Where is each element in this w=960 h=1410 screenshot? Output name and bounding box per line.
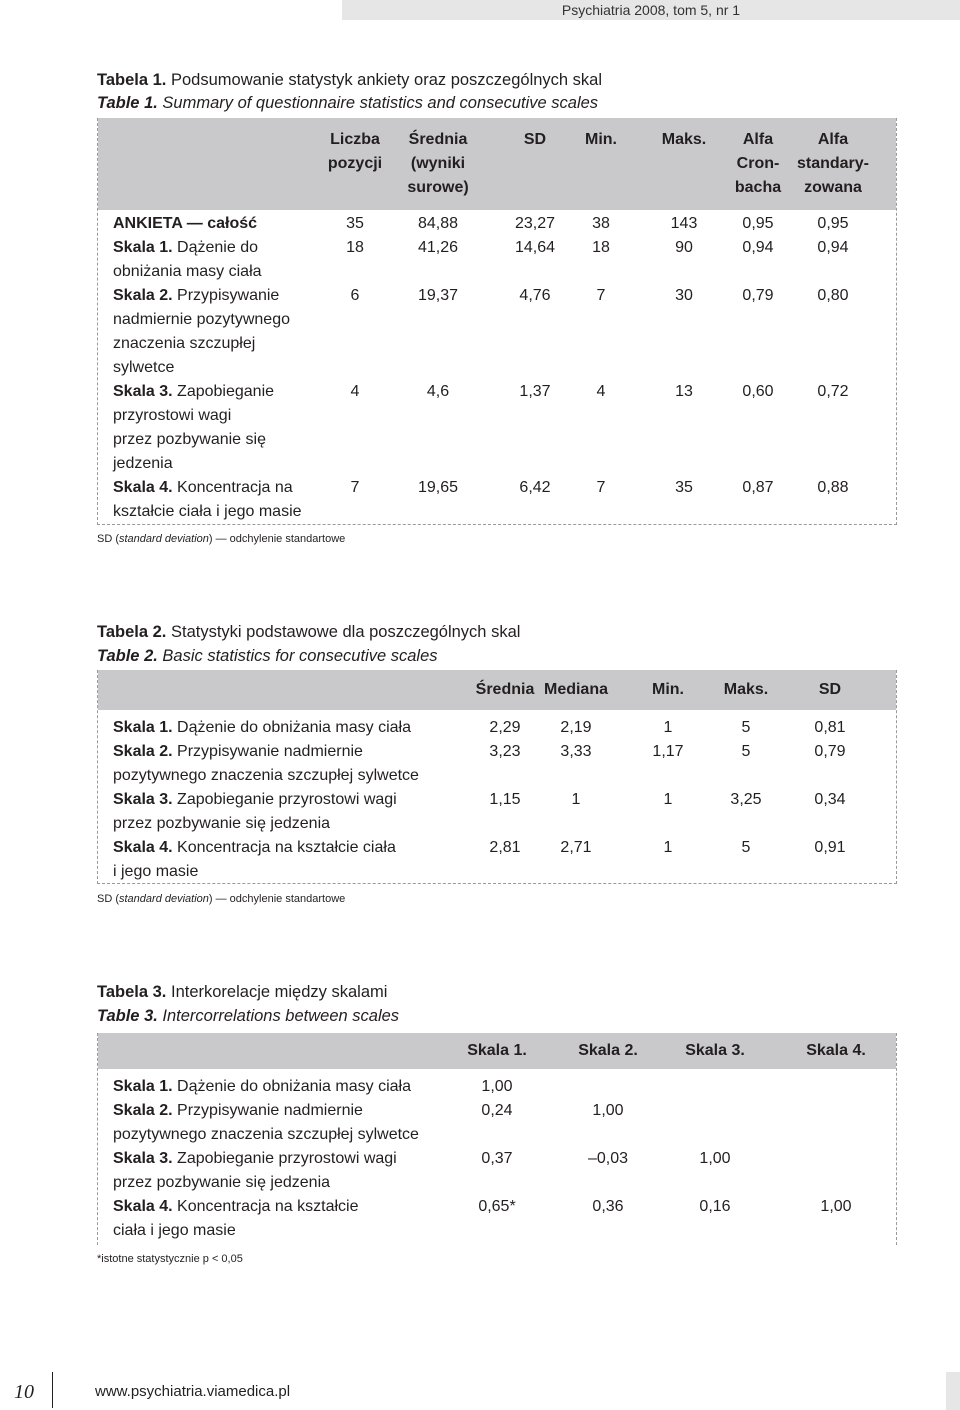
table-cell: 38	[592, 215, 610, 232]
table-cell: 143	[670, 215, 698, 232]
row-label-text: Przypisywanie nadmiernie	[172, 1102, 363, 1119]
table1-caption-pl	[97, 69, 602, 92]
table-cell: 0,37	[481, 1150, 513, 1167]
row-label-text: Dążenie do	[172, 239, 258, 256]
row-label-bold: Skala 2.	[113, 743, 173, 760]
table2-header	[98, 670, 896, 710]
table1-header-6-line-0: Alfa	[817, 131, 849, 148]
row-label-bold: Skala 3.	[113, 791, 173, 808]
table-cell: 0,72	[817, 383, 849, 400]
table3-caption-pl-label: Tabela 3.	[97, 983, 167, 1001]
table-cell: 5	[741, 719, 751, 736]
row-label-continuation: przez pozbywanie się jedzenia	[113, 815, 331, 832]
table-cell: 18	[346, 239, 364, 256]
table-cell: 19,37	[417, 287, 459, 304]
row-label-continuation: kształcie ciała i jego masie	[113, 503, 302, 520]
table1-header-5-line-2: bacha	[734, 179, 782, 196]
table-cell: 0,24	[481, 1102, 513, 1119]
table1-header-0	[310, 128, 400, 176]
table1-note	[97, 533, 345, 545]
table-cell: 1	[571, 791, 581, 808]
table-cell: 90	[675, 239, 693, 256]
row-label-bold: Skala 4.	[113, 479, 173, 496]
table-cell: 0,80	[817, 287, 849, 304]
row-label-bold: ANKIETA — całość	[113, 215, 258, 232]
row-label-bold: Skala 3.	[113, 383, 173, 400]
table1-header-1-line-2: surowe)	[407, 179, 469, 196]
table3-header-0: Skala 1.	[467, 1042, 527, 1059]
table2-note-post: ) — odchylenie standartowe	[208, 893, 346, 905]
row-label-bold: Skala 4.	[113, 1198, 173, 1215]
row-label-continuation: znaczenia szczupłej	[113, 335, 256, 352]
table1-header-5-line-1: Cron-	[736, 155, 780, 172]
table2	[97, 670, 897, 884]
table-cell: 7	[596, 479, 606, 496]
table1-header-6-line-2: zowana	[804, 179, 862, 196]
table-cell: 2,81	[489, 839, 521, 856]
row-label-continuation: jedzenia	[113, 455, 173, 472]
table3-note: *istotne statystycznie p < 0,05	[97, 1253, 243, 1265]
row-label	[113, 380, 274, 404]
table1-note-italic: standard deviation	[119, 533, 209, 545]
table-cell: 0,88	[817, 479, 849, 496]
running-head: Psychiatria 2008, tom 5, nr 1	[342, 0, 960, 20]
row-label-text: Dążenie do obniżania masy ciała	[172, 1078, 411, 1095]
row-label-continuation: i jego masie	[113, 863, 199, 880]
table1	[97, 118, 897, 525]
table-cell: 1,37	[519, 383, 551, 400]
table3	[97, 1033, 897, 1245]
table1-note-pre: SD (	[97, 533, 119, 545]
table2-note-italic: standard deviation	[119, 893, 209, 905]
page-number: 10	[14, 1381, 34, 1403]
row-label-text: Koncentracja na kształcie ciała	[172, 839, 396, 856]
footer-divider	[52, 1372, 53, 1408]
table1-header-4-line-0: Maks.	[661, 131, 707, 148]
table-cell: 1	[663, 791, 673, 808]
table2-caption-en-text: Basic statistics for consecutive scales	[157, 647, 438, 665]
table-cell: 0,94	[817, 239, 849, 256]
row-label	[113, 1195, 358, 1219]
table-cell: 35	[346, 215, 364, 232]
table-cell: 0,79	[814, 743, 846, 760]
table2-caption-en	[97, 645, 438, 668]
table-cell: 35	[675, 479, 693, 496]
row-label-continuation: sylwetce	[113, 359, 175, 376]
row-label-bold: Skala 2.	[113, 1102, 173, 1119]
row-label-text: Zapobieganie przyrostowi wagi	[172, 791, 397, 808]
row-label-bold: Skala 1.	[113, 239, 173, 256]
row-label	[113, 476, 293, 500]
table3-body	[98, 1069, 896, 1245]
table1-header-5-line-0: Alfa	[742, 131, 774, 148]
page-corner-tab	[946, 1372, 960, 1410]
table-cell: 1	[663, 839, 673, 856]
table1-header	[98, 118, 896, 210]
table1-caption-en-text: Summary of questionnaire statistics and consecutive scales	[157, 94, 599, 112]
table-cell: 14,64	[514, 239, 556, 256]
row-label	[113, 788, 397, 812]
table-cell: 13	[675, 383, 693, 400]
table2-caption-pl-text: Statystyki podstawowe dla poszczególnych skal	[166, 623, 521, 641]
table-cell: –0,03	[587, 1150, 629, 1167]
table-cell: 18	[592, 239, 610, 256]
table-cell: 0,91	[814, 839, 846, 856]
table1-caption-pl-text: Podsumowanie statystyk ankiety oraz poszczególnych skal	[166, 71, 603, 89]
table1-caption-en	[97, 92, 598, 115]
table-cell: 3,23	[489, 743, 521, 760]
table-cell: 3,25	[730, 791, 762, 808]
row-label-continuation: obniżania masy ciała	[113, 263, 262, 280]
table3-header-2: Skala 3.	[685, 1042, 745, 1059]
table1-header-0-line-0: Liczba	[330, 131, 380, 148]
row-label-bold: Skala 1.	[113, 1078, 173, 1095]
table-cell: 4,6	[426, 383, 450, 400]
row-label-continuation: przez pozbywanie się	[113, 431, 266, 448]
table-cell: 1,00	[592, 1102, 624, 1119]
table2-caption-pl-label: Tabela 2.	[97, 623, 167, 641]
table2-note	[97, 893, 345, 905]
table2-body	[98, 710, 896, 883]
table-cell: 0,34	[814, 791, 846, 808]
table-cell: 3,33	[560, 743, 592, 760]
table-cell: 23,27	[514, 215, 556, 232]
table1-body	[98, 210, 896, 524]
footer-url: www.psychiatria.viamedica.pl	[95, 1383, 291, 1400]
table-cell: 2,71	[560, 839, 592, 856]
table1-header-1	[393, 128, 483, 200]
table2-caption-pl	[97, 621, 520, 644]
row-label-text: Zapobieganie przyrostowi wagi	[172, 1150, 397, 1167]
table3-caption-en-label: Table 3.	[97, 1007, 158, 1025]
row-label	[113, 1147, 397, 1171]
row-label	[113, 212, 257, 236]
table-cell: 1,00	[699, 1150, 731, 1167]
table-cell: 19,65	[417, 479, 459, 496]
table1-caption-pl-label: Tabela 1.	[97, 71, 167, 89]
row-label-continuation: pozytywnego znaczenia szczupłej sylwetce	[113, 1126, 419, 1143]
row-label	[113, 740, 363, 764]
table-cell: 30	[675, 287, 693, 304]
table2-header-2: Min.	[652, 681, 684, 698]
table-cell: 0,87	[742, 479, 774, 496]
row-label-continuation: nadmiernie pozytywnego	[113, 311, 290, 328]
table3-caption-pl	[97, 981, 387, 1004]
table-cell: 6,42	[519, 479, 551, 496]
table3-caption-en-text: Intercorrelations between scales	[157, 1007, 400, 1025]
table3-header-1: Skala 2.	[578, 1042, 638, 1059]
table-cell: 84,88	[417, 215, 459, 232]
table-cell: 0,65*	[478, 1198, 516, 1215]
table2-header-4: SD	[818, 681, 842, 698]
table-cell: 1	[663, 719, 673, 736]
row-label	[113, 284, 279, 308]
row-label-continuation: pozytywnego znaczenia szczupłej sylwetce	[113, 767, 419, 784]
row-label-continuation: przez pozbywanie się jedzenia	[113, 1174, 331, 1191]
table-cell: 4	[596, 383, 606, 400]
table3-header-3: Skala 4.	[806, 1042, 866, 1059]
row-label-continuation: ciała i jego masie	[113, 1222, 236, 1239]
row-label	[113, 836, 396, 860]
table1-header-6	[788, 128, 878, 200]
table1-header-0-line-1: pozycji	[327, 155, 383, 172]
row-label-bold: Skala 3.	[113, 1150, 173, 1167]
row-label-text: Przypisywanie	[172, 287, 280, 304]
table-cell: 1,15	[489, 791, 521, 808]
table-cell: 0,95	[742, 215, 774, 232]
row-label-text: Koncentracja na kształcie	[172, 1198, 359, 1215]
row-label	[113, 1075, 411, 1099]
row-label	[113, 1099, 363, 1123]
table-cell: 41,26	[417, 239, 459, 256]
row-label-continuation: przyrostowi wagi	[113, 407, 232, 424]
table-cell: 0,95	[817, 215, 849, 232]
row-label	[113, 236, 258, 260]
table3-caption-pl-text: Interkorelacje między skalami	[166, 983, 388, 1001]
row-label	[113, 716, 411, 740]
row-label-text: Zapobieganie	[172, 383, 275, 400]
table1-note-post: ) — odchylenie standartowe	[208, 533, 346, 545]
table1-header-6-line-1: standary-	[796, 155, 870, 172]
table1-caption-en-label: Table 1.	[97, 94, 158, 112]
table-cell: 1,00	[481, 1078, 513, 1095]
table-cell: 7	[350, 479, 360, 496]
table2-header-3: Maks.	[723, 681, 769, 698]
table-cell: 2,29	[489, 719, 521, 736]
table-cell: 0,79	[742, 287, 774, 304]
table-cell: 1,17	[652, 743, 684, 760]
table2-header-0: Średnia	[475, 681, 535, 698]
table1-header-1-line-0: Średnia	[408, 131, 468, 148]
table3-caption-en	[97, 1005, 399, 1028]
table-cell: 0,16	[699, 1198, 731, 1215]
row-label-text: Dążenie do obniżania masy ciała	[172, 719, 411, 736]
row-label-bold: Skala 4.	[113, 839, 173, 856]
row-label-text: Koncentracja na	[172, 479, 293, 496]
table-cell: 6	[350, 287, 360, 304]
table1-header-3-line-0: Min.	[585, 131, 617, 148]
table-cell: 1,00	[820, 1198, 852, 1215]
table-cell: 4	[350, 383, 360, 400]
table1-header-2-line-0: SD	[523, 131, 547, 148]
table-cell: 5	[741, 743, 751, 760]
table-cell: 0,81	[814, 719, 846, 736]
table-cell: 2,19	[560, 719, 592, 736]
table-cell: 4,76	[519, 287, 551, 304]
row-label-bold: Skala 2.	[113, 287, 173, 304]
row-label-text: Przypisywanie nadmiernie	[172, 743, 363, 760]
table2-header-1: Mediana	[543, 681, 608, 698]
table-cell: 5	[741, 839, 751, 856]
table-cell: 0,60	[742, 383, 774, 400]
table1-header-3	[556, 128, 646, 152]
table3-header	[98, 1033, 896, 1069]
table-cell: 0,36	[592, 1198, 624, 1215]
table-cell: 7	[596, 287, 606, 304]
table2-caption-en-label: Table 2.	[97, 647, 158, 665]
row-label-bold: Skala 1.	[113, 719, 173, 736]
table-cell: 0,94	[742, 239, 774, 256]
table1-header-1-line-1: (wyniki	[410, 155, 466, 172]
table2-note-pre: SD (	[97, 893, 119, 905]
